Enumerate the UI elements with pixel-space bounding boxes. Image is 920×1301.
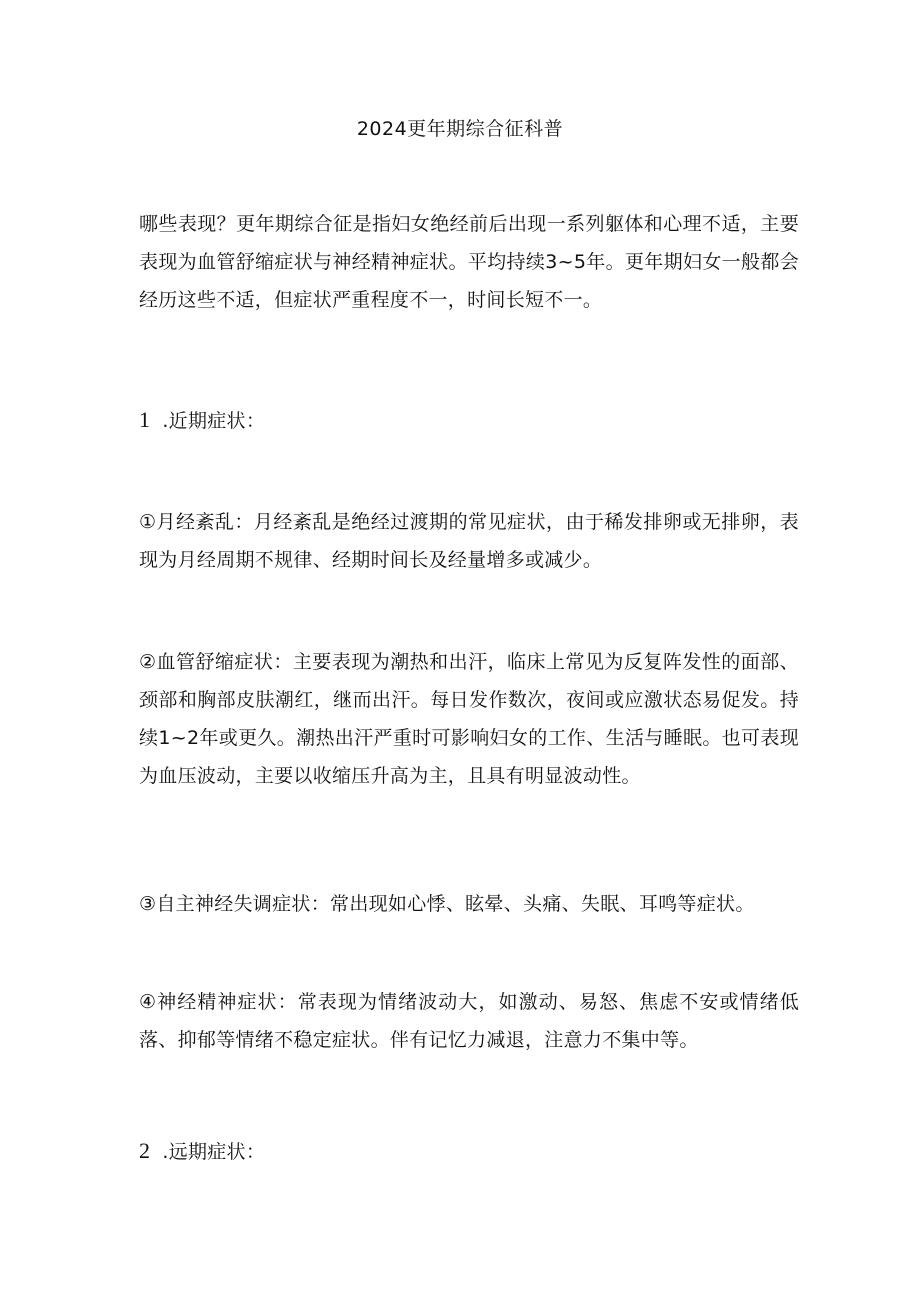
section-number: 2 — [139, 1138, 151, 1163]
section-heading-text: .近期症状： — [162, 410, 266, 432]
section-heading-recent-symptoms — [139, 405, 799, 436]
symptom-item-neuropsychiatric: ④神经精神症状：常表现为情绪波动大，如激动、易怒、焦虑不安或情绪低落、抑郁等情绪不稳定症状。伴有记忆力减退，注意力不集中等。 — [139, 991, 799, 1051]
symptom-item-menstrual-disorder: ①月经紊乱：月经紊乱是绝经过渡期的常见症状，由于稀发排卵或无排卵，表现为月经周期不规律、经期时间长及经量增多或减少。 — [139, 511, 799, 571]
symptom-item-autonomic: ③自主神经失调症状：常出现如心悸、眩晕、头痛、失眠、耳鸣等症状。 — [139, 893, 755, 915]
intro-paragraph: 哪些表现？更年期综合征是指妇女绝经前后出现一系列躯体和心理不适，主要表现为血管舒缩症状与神经精神症状。平均持续3~5年。更年期妇女一般都会经历这些不适，但症状严重程度不一，时间长短不一。 — [139, 213, 799, 311]
section-heading-text: .远期症状： — [162, 1141, 266, 1163]
document-title: 2024更年期综合征科普 — [356, 118, 564, 140]
symptom-item-vasomotor: ②血管舒缩症状：主要表现为潮热和出汗，临床上常见为反复阵发性的面部、颈部和胸部皮肤潮红，继而出汗。每日发作数次，夜间或应激状态易促发。持续1~2年或更久。潮热出汗严重时可影响妇女的工作、生活与睡眠。也可表现为血压波动，主要以收缩压升高为主，且具有明显波动性。 — [139, 651, 799, 787]
section-number: 1 — [139, 407, 151, 432]
section-heading-long-term-symptoms — [139, 1136, 799, 1167]
